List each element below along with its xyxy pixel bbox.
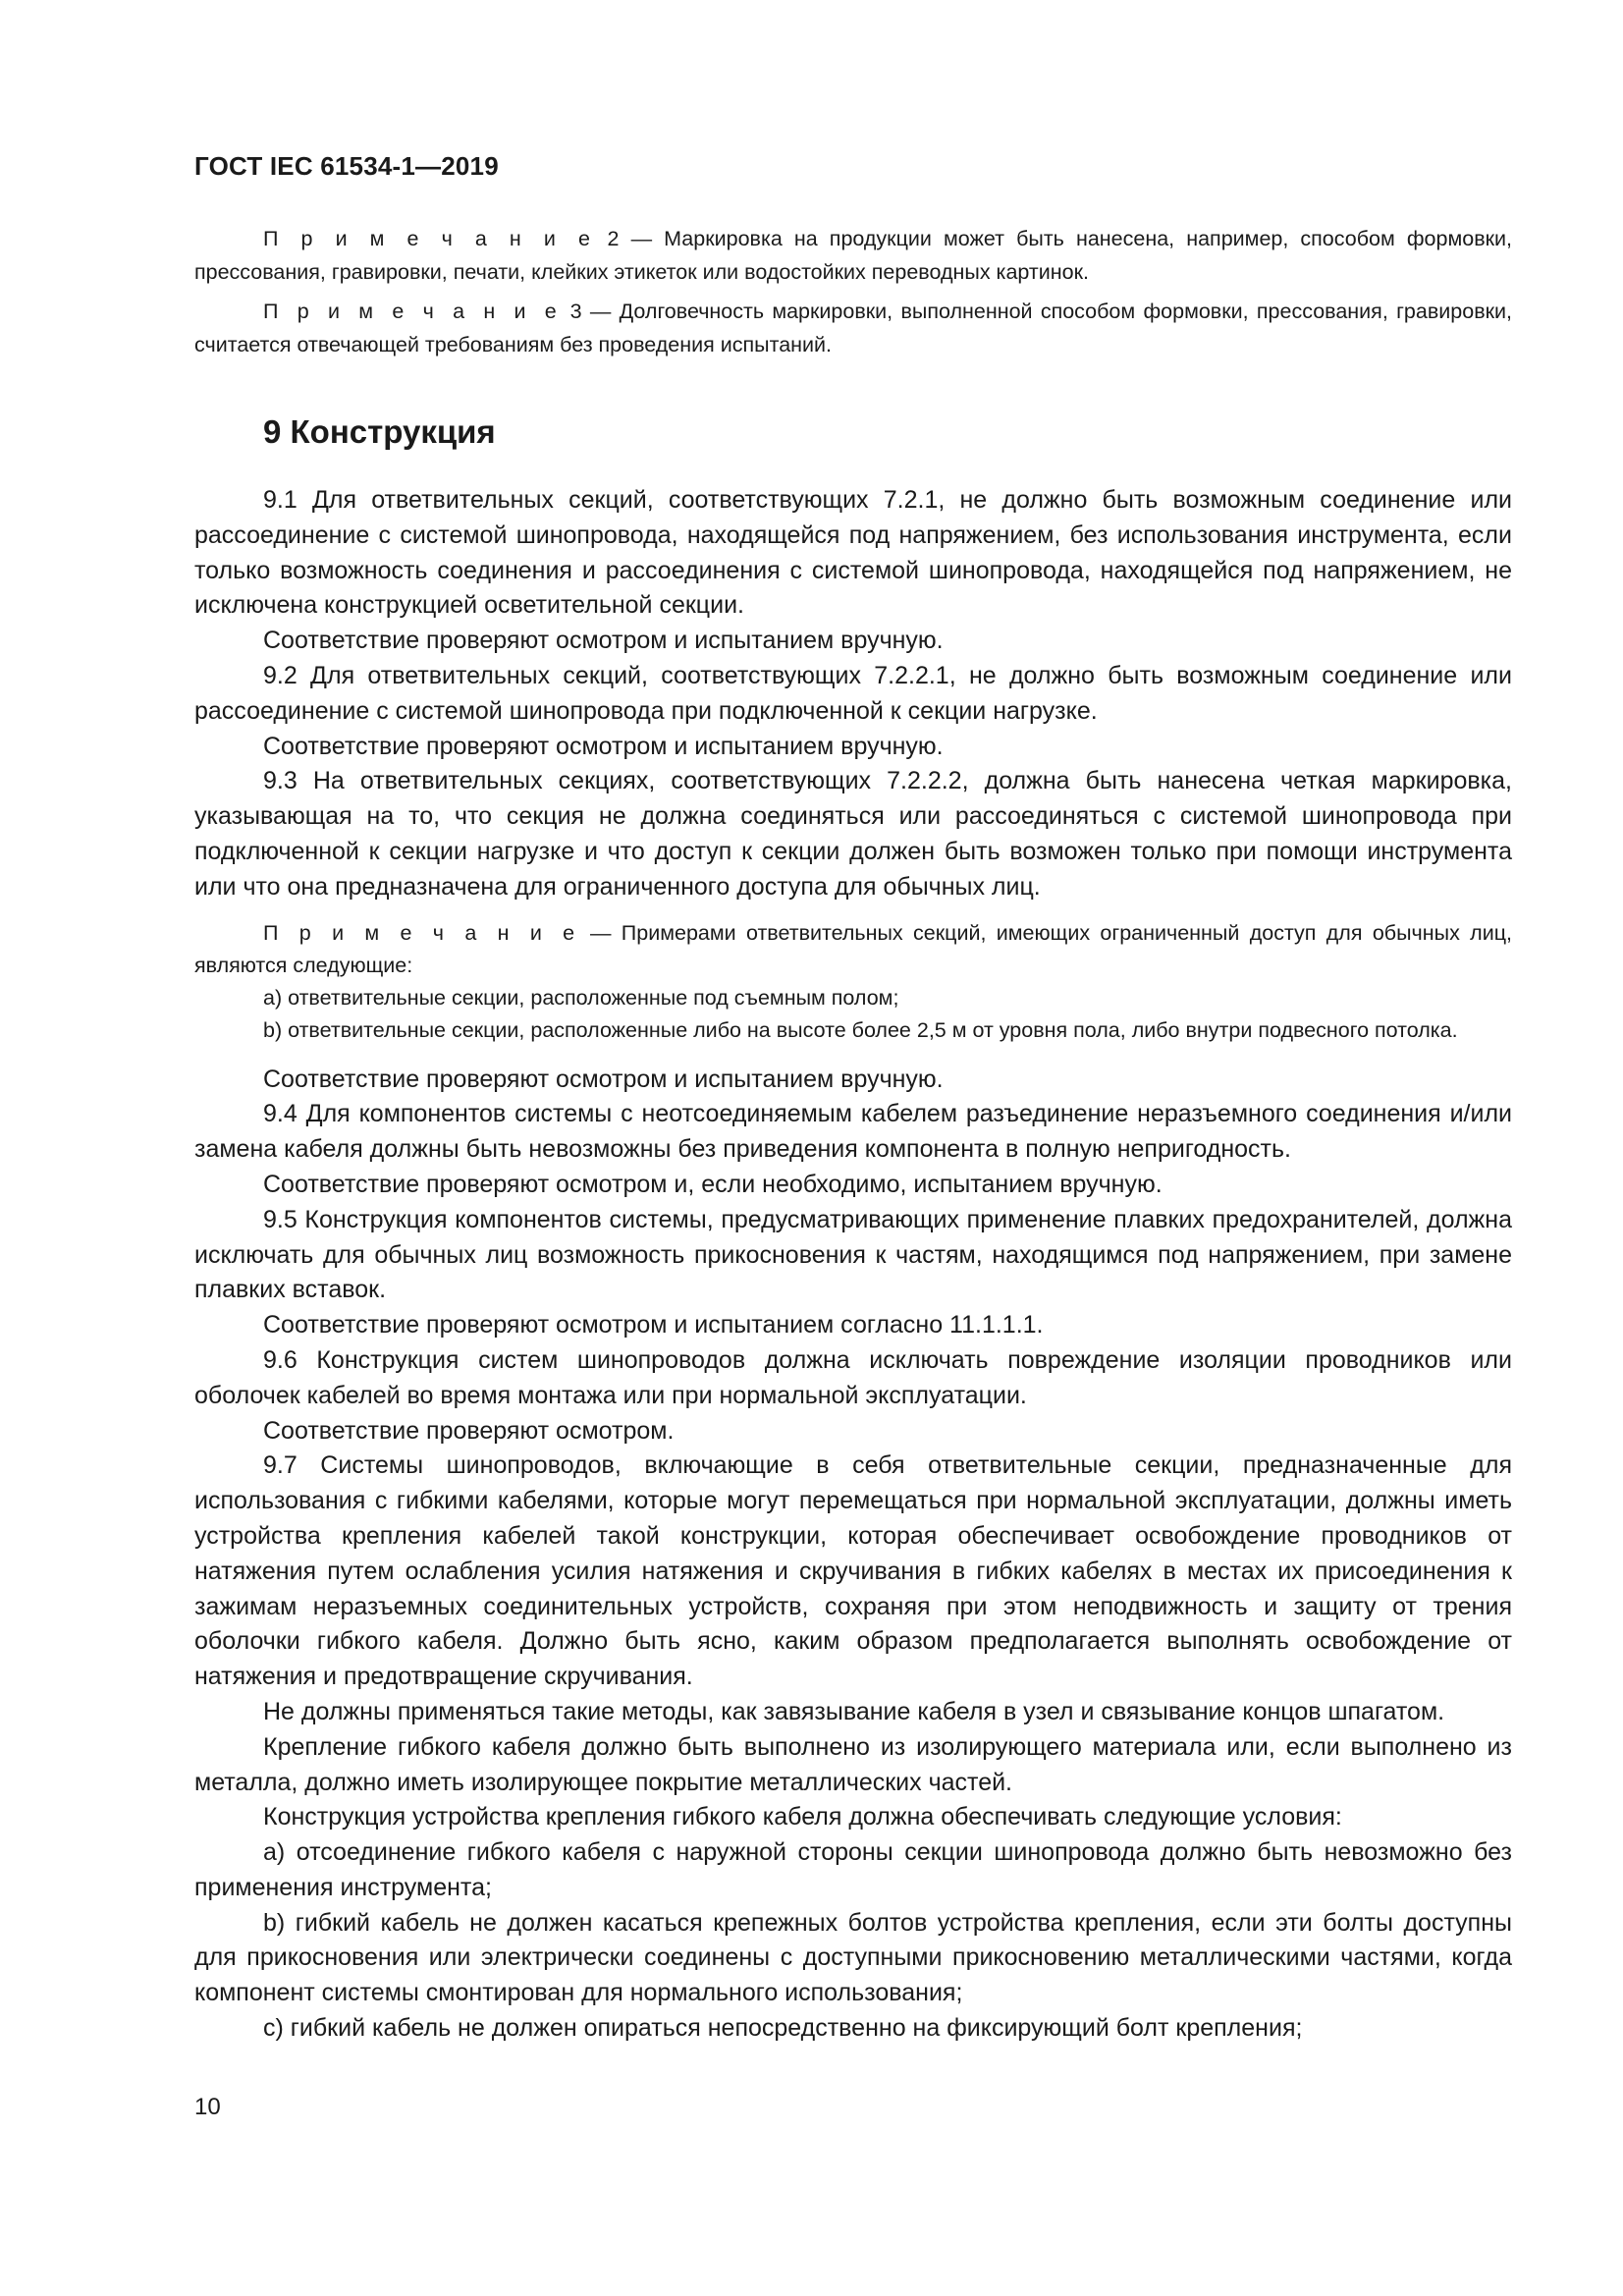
paragraph-9-5: 9.5 Конструкция компонентов системы, предусматривающих применение плавких предохранителей, должна исключать для обычных лиц возможность прикосновения к частям, находящимся под напряжением, при замене плавких вставок.	[194, 1205, 1512, 1304]
paragraph-9-4: 9.4 Для компонентов системы с неотсоединяемым кабелем разъединение неразъемного соединения и/или замена кабеля должны быть невозможны без приведения компонента в полную непригодность.	[194, 1100, 1512, 1164]
paragraph-9-2: 9.2 Для ответвительных секций, соответствующих 7.2.2.1, не должно быть возможным соединение или рассоединение с системой шинопровода при подключенной к секции нагрузке.	[194, 661, 1512, 725]
compliance-text: Соответствие проверяют осмотром и, если необходимо, испытанием вручную.	[263, 1170, 1163, 1198]
note-list-item: b) ответвительные секции, расположенные либо на высоте более 2,5 м от уровня пола, либо внутри подвесного потолка.	[263, 1017, 1458, 1042]
note-text: 2 — Маркировка на продукции может быть нанесена, например, способом формовки, прессования, гравировки, печати, клейких этикеток или водостойких переводных картинок.	[194, 227, 1513, 284]
section-heading: 9 Конструкция	[263, 413, 496, 450]
list-item: b) гибкий кабель не должен касаться крепежных болтов устройства крепления, если эти болты доступны для прикосновения или электрически соединены с доступными прикосновению металлическими частями, когда компонент системы смонтирован для нормального использования;	[194, 1908, 1512, 2007]
note-3	[194, 295, 1512, 361]
paragraph-9-1: 9.1 Для ответвительных секций, соответствующих 7.2.1, не должно быть возможным соединение или рассоединение с системой шинопровода, находящейся под напряжением, без использования инструмента, если только возможность соединения и рассоединения с системой шинопровода, находящейся под напряжением, не исключена конструкцией осветительной секции.	[194, 486, 1512, 620]
note-examples	[194, 917, 1512, 1047]
note-label: П р и м е ч а н и е	[263, 227, 596, 250]
document-header: ГОСТ IEC 61534-1—2019	[194, 151, 499, 181]
paragraph-text: Конструкция устройства крепления гибкого кабеля должна обеспечивать следующие условия:	[263, 1803, 1342, 1831]
paragraph-text: Не должны применяться такие методы, как завязывание кабеля в узел и связывание концов шпагатом.	[263, 1697, 1445, 1725]
compliance-text: Соответствие проверяют осмотром и испытанием вручную.	[263, 1065, 944, 1093]
list-item: с) гибкий кабель не должен опираться непосредственно на фиксирующий болт крепления;	[263, 2014, 1303, 2043]
list-item: а) отсоединение гибкого кабеля с наружной стороны секции шинопровода должно быть невозможно без применения инструмента;	[194, 1838, 1512, 1901]
paragraph-9-3: 9.3 На ответвительных секциях, соответствующих 7.2.2.2, должна быть нанесена четкая маркировка, указывающая на то, что секция не должна соединяться или рассоединяться с системой шинопровода при подключенной к секции нагрузке и что доступ к секции должен быть возможен только при помощи инструмента или что она предназначена для ограниченного доступа для обычных лиц.	[194, 767, 1512, 901]
note-label: П р и м е ч а н и е	[263, 300, 563, 323]
paragraph-text: Крепление гибкого кабеля должно быть выполнено из изолирующего материала или, если выполнено из металла, должно иметь изолирующее покрытие металлических частей.	[194, 1732, 1512, 1796]
note-text: 3 — Долговечность маркировки, выполненной способом формовки, прессования, гравировки, считается отвечающей требованиям без проведения испытаний.	[194, 300, 1513, 356]
page-content	[194, 222, 1512, 2047]
page-number: 10	[194, 2094, 221, 2120]
compliance-text: Соответствие проверяют осмотром и испытанием согласно 11.1.1.1.	[263, 1311, 1044, 1339]
paragraph-9-7: 9.7 Системы шинопроводов, включающие в себя ответвительные секции, предназначенные для использования с гибкими кабелями, которые могут перемещаться при нормальной эксплуатации, должны иметь устройства крепления кабелей такой конструкции, которая обеспечивает освобождение проводников от натяжения путем ослабления усилия натяжения и скручивания в гибких кабелях в местах их присоединения к зажимам неразъемных соединительных устройств, сохраняя при этом неподвижность и защиту от трения оболочки гибкого кабеля. Должно быть ясно, каким образом предполагается выполнять освобождение от натяжения и предотвращение скручивания.	[194, 1451, 1512, 1691]
note-2	[194, 222, 1512, 289]
note-label: П р и м е ч а н и е	[263, 920, 580, 945]
compliance-text: Соответствие проверяют осмотром и испытанием вручную.	[263, 627, 944, 655]
compliance-text: Соответствие проверяют осмотром и испытанием вручную.	[263, 732, 944, 760]
paragraph-9-6: 9.6 Конструкция систем шинопроводов должна исключать повреждение изоляции проводников или оболочек кабелей во время монтажа или при нормальной эксплуатации.	[194, 1345, 1512, 1409]
compliance-text: Соответствие проверяют осмотром.	[263, 1416, 675, 1445]
note-intro	[194, 917, 1512, 982]
note-list-item: а) ответвительные секции, расположенные под съемным полом;	[263, 985, 899, 1010]
note-text: — Примерами ответвительных секций, имеющих ограниченный доступ для обычных лиц, являются следующие:	[194, 920, 1513, 977]
